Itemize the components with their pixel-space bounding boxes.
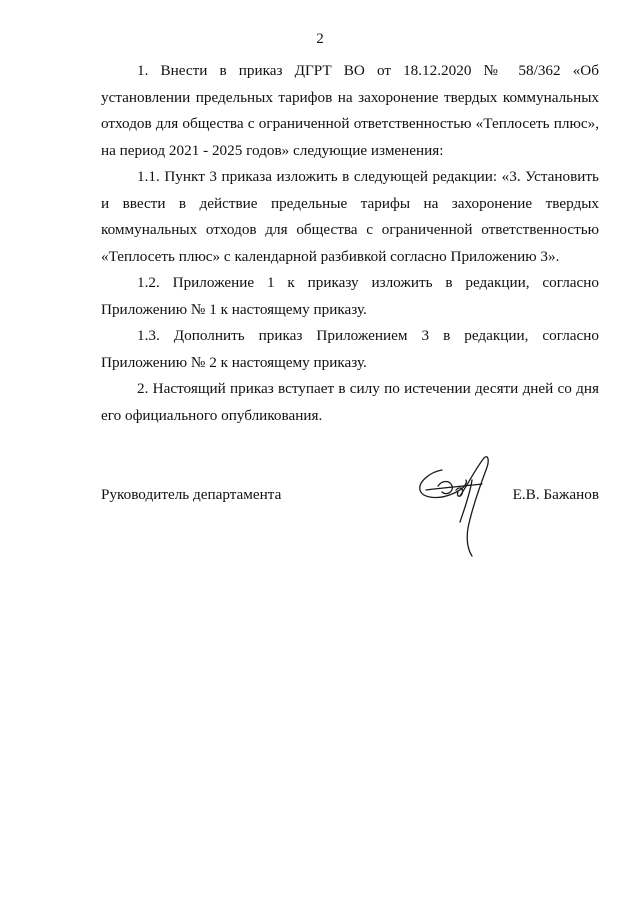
signatory-title: Руководитель департамента	[101, 486, 282, 503]
handwritten-signature-icon	[412, 450, 502, 560]
page-number: 2	[316, 31, 324, 47]
paragraph-item-1-2: 1.2. Приложение 1 к приказу изложить в редакции, согласно Приложению № 1 к настоящему приказу.	[101, 274, 599, 318]
paragraph-item-1: 1. Внести в приказ ДГРТ ВО от 18.12.2020 № 58/362 «Об установлении предельных тарифов на захоронение твердых коммунальных отходов для общества с ограниченной ответственностью «Теплосеть плюс», на период 2021 - 2025 годов» следующие изменения:	[101, 62, 599, 159]
document-body	[101, 58, 599, 429]
paragraph-item-2: 2. Настоящий приказ вступает в силу по истечении десяти дней со дня его официального опубликования.	[101, 380, 599, 424]
paragraph-item-1-1: 1.1. Пункт 3 приказа изложить в следующей редакции: «3. Установить и ввести в действие предельные тарифы на захоронение твердых коммунальных отходов для общества с ограниченной ответственностью «Теплосеть плюс» с календарной разбивкой согласно Приложению 3».	[101, 168, 599, 265]
signature-block	[101, 484, 599, 514]
signatory-name: Е.В. Бажанов	[512, 486, 599, 503]
paragraph-item-1-3: 1.3. Дополнить приказ Приложением 3 в редакции, согласно Приложению № 2 к настоящему приказу.	[101, 327, 599, 371]
